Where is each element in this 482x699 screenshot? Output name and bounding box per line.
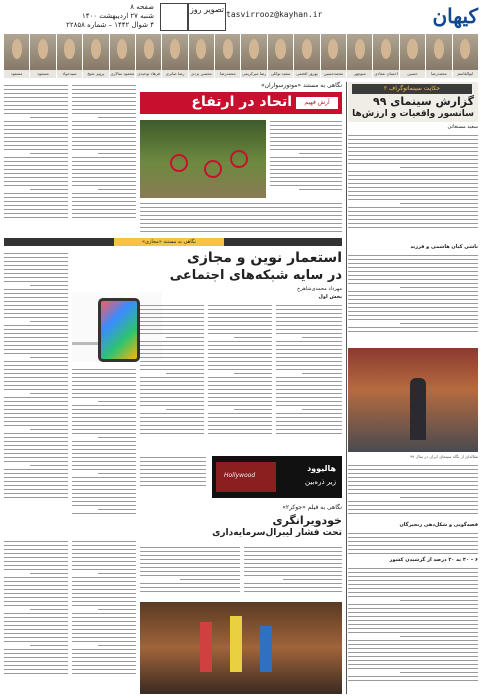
social-label-bar [4, 238, 342, 246]
face-icon [434, 39, 444, 59]
hollywood-subtitle: زیر ذره‌بین [305, 478, 336, 486]
social-body-f [140, 454, 206, 490]
chain-body-1 [348, 530, 478, 556]
face-icon [170, 39, 180, 59]
etehad-kicker: نگاهی به مستند «موتورسواران» [260, 82, 342, 89]
phone-icon [98, 298, 140, 362]
portrait-name: احسان عمادی [374, 71, 398, 76]
cinema-report-header [348, 82, 478, 122]
portrait-name: محمدرضا [215, 70, 240, 78]
masthead [0, 0, 482, 34]
joker-photo [140, 602, 342, 694]
hollywood-banner [212, 456, 342, 498]
portrait-name: سعید توکلی [268, 70, 293, 78]
portrait-name: فرهاد توحیدی [137, 71, 160, 76]
portrait [83, 34, 108, 78]
portrait [241, 34, 266, 78]
social-body-e [276, 302, 342, 452]
joker-body-c [140, 544, 240, 600]
face-icon [117, 39, 127, 59]
portrait [400, 34, 425, 78]
issue-line: ۴ شوال ۱۴۴۲ – شماره ۲۲۸۵۸ [66, 21, 154, 29]
face-icon [302, 39, 312, 59]
portrait [189, 34, 214, 78]
motorcycle-photo [140, 120, 266, 198]
hollywood-title: هالیوود [307, 464, 336, 473]
social-subhead: بخش اول [318, 294, 342, 300]
portrait [268, 34, 293, 78]
face-icon [407, 39, 417, 59]
rider-3-icon [230, 150, 248, 168]
portrait-name: ابوالقاسم [453, 70, 478, 78]
face-icon [223, 39, 233, 59]
portrait-strip [4, 34, 478, 78]
social-title-2: در سایه شبکه‌های اجتماعی [169, 268, 342, 283]
rider-2-icon [204, 160, 222, 178]
cinema-subhead: ناشی کیان هاشمی و فرزند [410, 244, 478, 250]
social-body-d [208, 302, 272, 452]
email-address[interactable]: tasvirrooz@kayhan.ir [226, 10, 323, 19]
figure-1 [200, 622, 212, 672]
face-icon [64, 39, 74, 59]
date-line: شنبه ۲۷ اردیبهشت ۱۴۰۰ [82, 12, 154, 20]
portrait [215, 34, 240, 78]
figure-3 [260, 626, 272, 672]
face-icon [91, 39, 101, 59]
social-body-c [140, 302, 204, 452]
portrait-name: منوچهر [347, 70, 372, 78]
portrait [453, 34, 478, 78]
cinema-title-1: گزارش سینمای ۹۹ [372, 95, 474, 108]
face-icon [38, 39, 48, 59]
newspaper-logo: کیهان [432, 4, 478, 28]
social-author: مهرداد محمدی‌شاهرخ [297, 286, 342, 292]
portrait-name: پرویز شیخ [83, 70, 108, 78]
photo-caption: مقاله‌ای از نگاه سینمای ایران در سال ۹۹ [410, 454, 478, 459]
cinema-author: سعید مستغاثی [447, 124, 478, 130]
chain-body-2 [348, 565, 478, 695]
face-icon [355, 39, 365, 59]
portrait-name: مسعود [30, 70, 55, 78]
cinema-body-3 [348, 462, 478, 520]
face-icon [12, 39, 22, 59]
face-icon [196, 39, 206, 59]
portrait [321, 34, 346, 78]
portrait-name: سیدجواد [57, 70, 82, 78]
face-icon [381, 39, 391, 59]
etehad-title-box [140, 92, 342, 114]
social-label: نگاهی به مستند «مجازی» [114, 238, 224, 246]
chain-subhead-2: ۶ – ۳۰ به ۲۰ درصد از گرشیدن کشور [389, 557, 478, 563]
chain-subhead: قصه‌گویی و شکل‌دهی زنجیرگان [399, 522, 478, 528]
face-icon [275, 39, 285, 59]
etehad-body-right [270, 118, 342, 198]
rider-1-icon [170, 154, 188, 172]
face-icon [460, 39, 470, 59]
pedestrian-figure [410, 378, 426, 440]
face-icon [144, 39, 154, 59]
cinema-street-photo [348, 348, 478, 452]
social-body-a [4, 250, 68, 535]
page-number: صفحه ۸ [130, 3, 154, 11]
portrait [294, 34, 319, 78]
cinema-title-2: سانسور واقعیات و ارزش‌ها [352, 109, 474, 119]
cable-icon [72, 342, 98, 345]
portrait [426, 34, 451, 78]
social-title-1: استعمار نوین و مجازی [186, 250, 342, 266]
figure-2 [230, 616, 242, 672]
portrait-name: رضا صابری [162, 70, 187, 78]
leftcol-body-b [72, 82, 136, 237]
author-tag: آرش فهیم [296, 97, 338, 109]
face-icon [249, 39, 259, 59]
portrait [136, 34, 161, 78]
portrait-name: رضا میرکریمی [242, 71, 267, 76]
column-divider [346, 82, 347, 694]
cinema-body-1 [348, 132, 478, 242]
joker-body-a [4, 538, 68, 694]
section-logo-icon [160, 3, 188, 31]
portrait [30, 34, 55, 78]
issue-meta [4, 3, 154, 30]
joker-kicker: نگاهی به فیلم «جوکر۲» [282, 504, 342, 511]
etehad-title: اتحاد در ارتفاع [191, 94, 292, 110]
portrait-name: محمود سالاری [110, 71, 135, 76]
etehad-body-bottom [140, 200, 342, 234]
leftcol-body-a [4, 82, 68, 237]
joker-title-1: خودویرانگری [272, 514, 342, 527]
joker-body-b [72, 538, 136, 694]
portrait-name: مسعود [4, 70, 29, 78]
portrait [4, 34, 29, 78]
joker-body-d [244, 544, 342, 600]
section-logo: تصویر روز [188, 3, 226, 31]
portrait-name: محسن یزدی [189, 70, 214, 78]
portrait-name: محمدرضا [426, 70, 451, 78]
portrait-name: بهروز افخمی [296, 71, 318, 76]
face-icon [328, 39, 338, 59]
portrait [162, 34, 187, 78]
portrait [373, 34, 398, 78]
social-body-b [72, 366, 136, 535]
portrait [110, 34, 135, 78]
portrait [57, 34, 82, 78]
portrait [347, 34, 372, 78]
joker-title-2: تحت فشار لیبرال‌سرمایه‌داری [212, 528, 342, 538]
portrait-name: محمدحسین [321, 70, 346, 78]
hollywood-word: Hollywood [224, 472, 256, 479]
portrait-name: حسین [400, 70, 425, 78]
series-banner: حکایت سینماتوگراف ۲ [352, 84, 472, 94]
cinema-body-2 [348, 252, 478, 344]
